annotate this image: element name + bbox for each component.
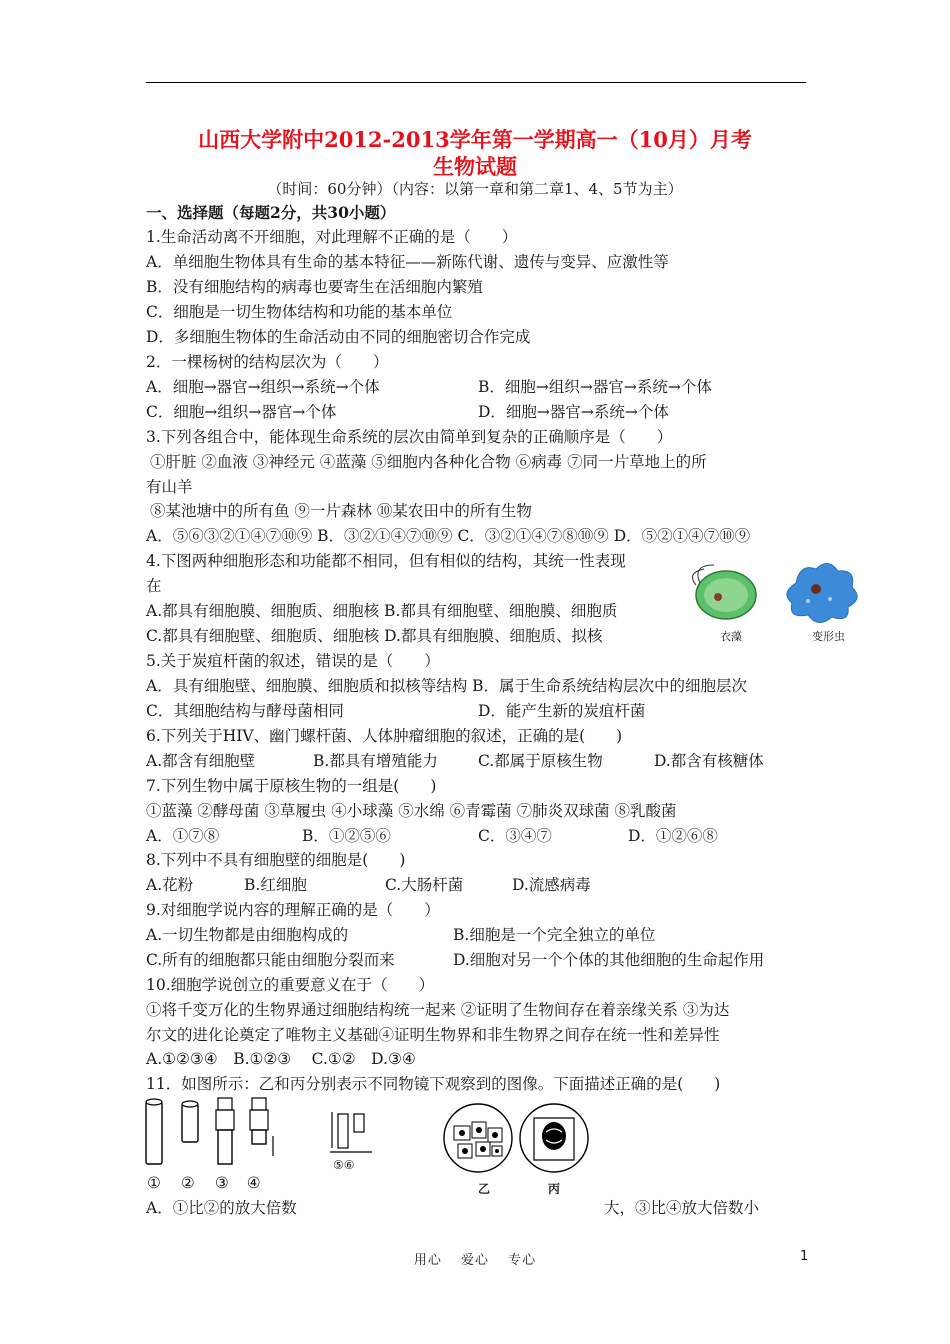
q11-option-a-right: 大，③比④放大倍数小 — [604, 1199, 760, 1217]
lens-labels — [147, 1173, 261, 1193]
q5-option-d: D．能产生新的炭疽杆菌 — [478, 702, 646, 720]
q10-options: A.①②③④ B.①②③ C.①② D.③④ — [146, 1050, 416, 1068]
view-label-yi: 乙 — [478, 1182, 491, 1196]
view-label-bing: 丙 — [548, 1182, 561, 1196]
q10-items-line2: 尔文的进化论奠定了唯物主义基础④证明生物界和非生物界之间存在统一性和差异性 — [146, 1026, 720, 1044]
q8-option-a: A.花粉 — [146, 876, 194, 894]
q10-stem: 10.细胞学说创立的重要意义在于（ ） — [146, 976, 435, 994]
q3-items-line3: ⑧某池塘中的所有鱼 ⑨一片森林 ⑩某农田中的所有生物 — [150, 502, 532, 520]
lens-label-4: ④ — [246, 1174, 261, 1192]
q2-option-b: B．细胞→组织→器官→系统→个体 — [478, 378, 712, 396]
q8-option-d: D.流感病毒 — [512, 876, 591, 894]
section-heading: 一、选择题（每题2分，共30小题） — [146, 203, 396, 222]
q7-option-d: D．①②⑥⑧ — [628, 827, 718, 845]
q7-items: ①蓝藻 ②酵母菌 ③草履虫 ④小球藻 ⑤水绵 ⑥青霉菌 ⑦肺炎双球菌 ⑧乳酸菌 — [146, 802, 677, 820]
q2-option-c: C．细胞→组织→器官→个体 — [146, 403, 337, 421]
q4-figure-label-left: 衣藻 — [720, 630, 742, 643]
q5-options-ab: A．具有细胞壁、细胞膜、细胞质和拟核等结构 B．属于生命系统结构层次中的细胞层次 — [146, 677, 748, 695]
objective-2-illustration — [250, 1098, 273, 1156]
view-yi-illustration — [444, 1104, 512, 1172]
q9-option-b: B.细胞是一个完全独立的单位 — [453, 926, 656, 944]
q7-option-b: B．①②⑤⑥ — [302, 827, 391, 845]
q9-option-d: D.细胞对另一个个体的其他细胞的生命起作用 — [453, 951, 765, 969]
exam-subtitle: （时间：60分钟）（内容：以第一章和第二章1、4、5节为主） — [267, 180, 683, 198]
objective-lens-figure — [140, 1096, 280, 1168]
q8-stem: 8.下列中不具有细胞壁的细胞是( ) — [146, 851, 406, 869]
distance-labels: ⑤⑥ — [333, 1158, 355, 1172]
q8-option-c: C.大肠杆菌 — [385, 876, 464, 894]
q2-stem: 2．一棵杨树的结构层次为（ ） — [146, 353, 389, 371]
q9-stem: 9.对细胞学说内容的理解正确的是（ ） — [146, 901, 440, 919]
exam-title: 山西大学附中2012-2013学年第一学期高一（10月）月考 — [198, 127, 752, 152]
q10-items-line1: ①将千变万化的生物界通过细胞结构统一起来 ②证明了生物间存在着亲缘关系 ③为达 — [146, 1001, 730, 1019]
q7-option-c: C．③④⑦ — [478, 827, 552, 845]
exam-subject-title: 生物试题 — [433, 154, 517, 179]
q11-option-a-left: A．①比②的放大倍数 — [146, 1199, 297, 1217]
q3-items-line2: 有山羊 — [146, 478, 193, 496]
q4-figure-label-right: 变形虫 — [812, 630, 845, 643]
q4-options-cd: C.都具有细胞壁、细胞质、细胞核 D.都具有细胞膜、细胞质、拟核 — [146, 627, 603, 645]
q6-option-d: D.都含有核糖体 — [654, 752, 764, 770]
q11-stem: 11．如图所示：乙和丙分别表示不同物镜下观察到的图像。下面描述正确的是( ) — [146, 1075, 721, 1093]
q1-stem: 1.生命活动离不开细胞，对此理解不正确的是（ ） — [146, 228, 518, 246]
amoeba-illustration — [787, 563, 857, 622]
q3-items-line1: ①肝脏 ②血液 ③神经元 ④蓝藻 ⑤细胞内各种化合物 ⑥病毒 ⑦同一片草地上的所 — [150, 453, 707, 471]
q6-option-c: C.都属于原核生物 — [478, 752, 603, 770]
q9-option-a: A.一切生物都是由细胞构成的 — [146, 926, 349, 944]
header-rule — [146, 82, 806, 83]
q1-option-a: A．单细胞生物体具有生命的基本特征——新陈代谢、遗传与变异、应激性等 — [146, 253, 669, 271]
page-footer: 用心 爱心 专心 — [413, 1253, 537, 1268]
objective-1-illustration — [216, 1098, 234, 1164]
q5-stem: 5.关于炭疽杆菌的叙述，错误的是（ ） — [146, 652, 440, 670]
q3-stem: 3.下列各组合中，能体现生命系统的层次由简单到复杂的正确顺序是（ ） — [146, 428, 673, 446]
eyepiece-1-illustration — [146, 1099, 162, 1164]
lens-label-3: ③ — [214, 1174, 229, 1192]
q1-option-c: C．细胞是一切生物体结构和功能的基本单位 — [146, 303, 453, 321]
q4-stem: 4.下图两种细胞形态和功能都不相同，但有相似的结构，其统一性表现 — [146, 552, 626, 570]
q6-stem: 6.下列关于HIV、幽门螺杆菌、人体肿瘤细胞的叙述，正确的是( ) — [146, 727, 623, 745]
page-number: 1 — [800, 1249, 809, 1264]
q2-option-d: D．细胞→器官→系统→个体 — [478, 403, 669, 421]
q6-option-b: B.都具有增殖能力 — [313, 752, 438, 770]
distance-figure — [328, 1110, 376, 1156]
q8-option-b: B.红细胞 — [244, 876, 307, 894]
lens-label-1: ① — [147, 1174, 161, 1192]
lens-label-2: ② — [180, 1174, 195, 1192]
q1-option-d: D．多细胞生物体的生命活动由不同的细胞密切合作完成 — [146, 328, 531, 346]
chlamydomonas-illustration — [692, 565, 756, 619]
eyepiece-2-illustration — [182, 1101, 198, 1142]
q5-option-c: C．其细胞结构与酵母菌相同 — [146, 702, 344, 720]
q4-options-ab: A.都具有细胞膜、细胞质、细胞核 B.都具有细胞壁、细胞膜、细胞质 — [146, 602, 618, 620]
q6-option-a: A.都含有细胞壁 — [146, 752, 256, 770]
q2-option-a: A．细胞→器官→组织→系统→个体 — [146, 378, 380, 396]
q7-stem: 7.下列生物中属于原核生物的一组是( ) — [146, 777, 437, 795]
q3-options: A．⑤⑥③②①④⑦⑩⑨ B．③②①④⑦⑩⑨ C．③②①④⑦⑧⑩⑨ D．⑤②①④⑦⑩⑨ — [146, 527, 751, 545]
microscope-views-figure — [442, 1102, 592, 1174]
q1-option-b: B．没有细胞结构的病毒也要寄生在活细胞内繁殖 — [146, 278, 483, 296]
q9-option-c: C.所有的细胞都只能由细胞分裂而来 — [146, 951, 395, 969]
q7-option-a: A．①⑦⑧ — [146, 827, 220, 845]
q4-stem-cont: 在 — [146, 577, 162, 595]
view-bing-illustration — [520, 1104, 588, 1172]
